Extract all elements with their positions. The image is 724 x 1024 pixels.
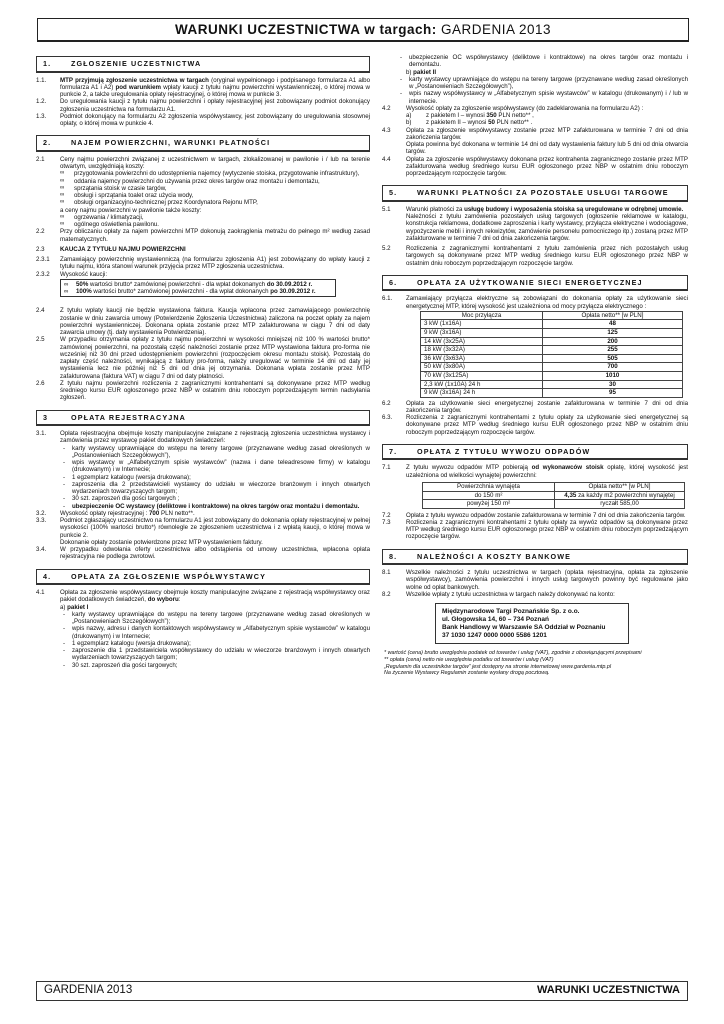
section-8-header: 8. NALEŻNOŚCI A KOSZTY BANKOWE <box>382 549 688 566</box>
paragraph-3-3: 3.3. Podmiot zgłaszający uczestnictwo na formularzu A1 jest zobowiązany do dokonania opłaty rejestracyjnej w pełnej wysokości (100% wartości brutto*) równolegle ze zgłoszeniem uczestnictwa i z wpłatą kaucji, o której mowa w punkcie 2. Dokonanie opłaty zostanie potwierdzone przez MTP wystawieniem faktury. <box>36 517 370 546</box>
footer-left: GARDENIA 2013 <box>44 984 133 997</box>
list-item: - wpis nazwy, adresu i danych kontaktowych współwystawcy w „Alfabetycznym spisie wystawców” w katalogu (drukowanym) i w Internecie; <box>63 625 370 640</box>
footnotes: * wartość (cena) brutto uwzględnia podatek od towarów i usług (VAT), zgodnie z obowiązującymi przepisami ** opłata (cena) netto nie uwzględnia podatku od towarów i usług (VAT) „Regulamin dla uczestników targów” jest dostępny na stronie internetowej www.gardenia.mtp.pl Na życzenie Wystawcy Regulamin zostanie wysłany drogą pocztową. <box>384 650 642 677</box>
table-row: 3 kW (1x16A) 48 <box>421 320 683 329</box>
paragraph-7-3: 7.3 Rozliczenia z zagranicznymi kontrahentami z tytułu opłaty za wywóz odpadów są dokonywane przez MTP według średniego kursu EUR ogłoszonego przez NBP w ostatnim dniu roboczym poprzedzającym rozpoczęcie targów. <box>382 518 688 541</box>
table-header: Opłata netto** [w PLN] <box>543 311 683 320</box>
section-3-header: 3 OPŁATA REJESTRACYJNA <box>36 410 370 427</box>
paragraph-1-1: 1.1. MTP przyjmują zgłoszenie uczestnictwa w targach (oryginał wypełnionego i podpisanego formularza A1 albo formularza A1 i A2) pod warunkiem wpłaty kaucji z tytułu najmu powierzchni wystawienniczej, o której mowa w punkcie 2, a także uregulowania opłaty rejestracyjnej, o której mowa w punkcie 3. <box>36 76 370 98</box>
list-item: - 30 szt. zaproszeń dla gości targowych ; <box>63 495 180 503</box>
paragraph-1-3: 1.3. Podmiot dokonujący na formularzu A2 zgłoszenia współwystawcy, jest zobowiązany do uregulowania stosownej opłaty, o której mowa w punkcie 4. <box>36 112 370 127</box>
table-header: Opłata netto** [w PLN] <box>555 482 685 491</box>
footer-right: WARUNKI UCZESTNICTWA <box>537 984 680 997</box>
paragraph-2-6: 2.6 Z tytułu najmu powierzchni rozliczenia z zagranicznymi kontrahentami są dokonywane przez MTP według średniego kursu EUR ogłoszonego przez NBP w ostatnim dniu roboczym poprzedzającym termin nadsyłania zgłoszeń. <box>36 379 370 402</box>
package-2-label: b) pakiet II <box>406 68 437 76</box>
paragraph-4-3: 4.3 Opłata za zgłoszenie współwystawcy zostanie przez MTP zafakturowana w terminie 7 dni od dnia zakończenia targów. Opłata powinna być dokonana w terminie 14 dni od daty wystawienia faktury lub 5 dni od dnia otwarcia targów. <box>382 126 688 156</box>
table-header: Moc przyłącza <box>421 311 543 320</box>
page-title: WARUNKI UCZESTNICTWA w targach: GARDENIA 2013 <box>37 18 689 42</box>
section-4-header: 4. OPŁATA ZA ZGŁOSZENIE WSPÓŁWYSTAWCY <box>36 569 370 586</box>
paragraph-2-3: 2.3 KAUCJA Z TYTUŁU NAJMU POWIERZCHNI <box>36 245 186 253</box>
table-row: 9 kW (3x16A) 24 h 95 <box>421 389 683 398</box>
paragraph-4-4: 4.4 Opłata za zgłoszenie współwystawcy dokonana przez kontrahenta zagranicznego zostanie przez MTP zafakturowana według średniego kursu EUR ogłoszonego przez NBP w ostatnim dniu roboczym poprzedzającym rozpoczęcie targów. <box>382 155 688 177</box>
left-column <box>36 54 370 669</box>
list-item: - 30 szt. zaproszeń dla gości targowych; <box>63 661 178 669</box>
list-item: ∞ sprzątania stoisk w czasie targów, <box>60 184 167 192</box>
paragraph-8-1: 8.1 Wszelkie należności z tytułu uczestnictwa w targach (opłata rejestracyjna, opłata za zgłoszenie współwystawcy), zamówienia powierzchni i innych usług targowych powinny być regulowane jako wolne od opłat bankowych. <box>382 569 688 591</box>
paragraph-4-2: 4.2 Wysokość opłaty za zgłoszenie współwystawcy (do zadeklarowania na formularzu A2) : <box>382 104 644 112</box>
table-row: 14 kW (3x25A) 200 <box>421 337 683 346</box>
list-item: - ubezpieczenie OC współwystawcy (deliktowe i kontraktowe) na okres targów oraz montażu i demontażu. <box>400 54 688 69</box>
paragraph-1-2: 1.2. Do uregulowania kaucji z tytułu najmu powierzchni i opłaty rejestracyjnej jest zobowiązany podmiot dokonujący zgłoszenia uczestnictwa na formularzu A1. <box>36 98 370 113</box>
rate-a: a) z pakietem I – wynosi 350 PLN netto** , <box>406 112 534 119</box>
table-row: 9 kW (3x16A) 125 <box>421 328 683 337</box>
paragraph-8-2: 8.2 Wszelkie wpłaty z tytułu uczestnictwa w targach należy dokonywać na konto: <box>382 590 615 598</box>
paragraph-2-4: 2.4 Z tytułu wpłaty kaucji nie będzie wystawiona faktura. Kaucja wpłacona przez zamawiającego powierzchnię zostanie w dniu zawarcia umowy (Potwierdzenie Zgłoszenia Uczestnictwa) zaliczona na poczet opłaty za najem powierzchni wystawienniczej. Dokonana opłata zostanie przez MTP zafakturowana w ciągu 7 dni od daty zawarcia umowy (tj. daty wystawienia Potwierdzenia). <box>36 307 370 336</box>
section-1-header: 1. ZGŁOSZENIE UCZESTNICTWA <box>36 56 370 73</box>
paragraph-7-2: 7.2 Opłata z tytułu wywozu odpadów zostanie zafakturowana w terminie 7 dni od dnia zakończenia targów. <box>382 511 686 519</box>
paragraph-3-4: 3.4. W przypadku odwołania oferty uczestnictwa albo odstąpienia od umowy uczestnictwa, wpłacona opłata rejestracyjna nie podlega zwrotowi. <box>36 546 370 561</box>
table-row: 50 kW (3x80A) 700 <box>421 363 683 372</box>
list-item: ∞ przygotowania powierzchni do udostępnienia najemcy (wytyczenie stoiska, przygotowanie infrastruktury), <box>60 170 360 178</box>
paragraph-5-2: 5.2 Rozliczenia z zagranicznymi kontrahentami z tytułu zamówienia przez nich pozostałych usług targowych są dokonywane przez MTP według średniego kursu EUR ogłoszonego przez NBP w ostatnim dniu roboczym poprzedzającym rozpoczęcie targów. <box>382 245 688 267</box>
paragraph-6-2: 6.2 Opłata za użytkowanie sieci energetycznej zostanie zafakturowana w terminie 7 dni od dnia zakończenia targów. <box>382 399 688 414</box>
deposit-box: ∞ 50% wartości brutto* zamówionej powierzchni - dla wpłat dokonanych do 30.09.2012 r. ∞ 100% wartości brutto* zamówionej powierzchni - dla wpłat dokonanych po 30.09.2012 r. <box>60 279 336 298</box>
paragraph-3-1: 3.1. Opłata rejestracyjna obejmuje koszty manipulacyjne związane z rejestracją zgłoszenia uczestnictwa wystawcy i zamówienia przez wystawcę pakiet dodatkowych świadczeń: <box>36 430 370 445</box>
list-item: ∞ obsługi organizacyjno-technicznej przez Koordynatora Rejonu MTP, <box>60 199 258 207</box>
list-item: - karty wystawcy uprawniające do wstępu na tereny targowe (przyznawane według zasad określonych w „Postanowieniach Szczegółowych”), <box>63 444 370 459</box>
list-item: ∞ obsługi i sprzątania toalet oraz użycia wody, <box>60 192 194 199</box>
table-row: 2,3 kW (1x10A) 24 h 30 <box>421 380 683 389</box>
paragraph-4-1: 4.1 Opłata za zgłoszenie współwystawcy obejmuje koszty manipulacyjne związane z rejestracją współwystawcy oraz pakiet dodatkowych świadczeń, do wyboru: <box>36 589 370 604</box>
section-2-header: 2. NAJEM POWIERZCHNI, WARUNKI PŁATNOŚCI <box>36 135 370 152</box>
table-row: 18 kW (3x32A) 255 <box>421 346 683 355</box>
package-1-label: a) pakiet I <box>60 603 89 611</box>
page-footer <box>36 981 688 1001</box>
paragraph-6-3: 6.3. Rozliczenia z zagranicznymi kontrahentami z tytułu opłaty za użytkowanie sieci energetycznej są dokonywane przez MTP według średniego kursu EUR ogłoszonego przez NBP w ostatnim dniu roboczym poprzedzającym rozpoczęcie targów. <box>382 414 688 436</box>
bank-account-box: Międzynarodowe Targi Poznańskie Sp. z o.o. ul. Głogowska 14, 60 – 734 Poznań Bank Handlowy w Warszawie SA Oddział w Poznaniu 37 1030 1247 0000 0000 5586 1201 <box>435 603 629 644</box>
paragraph-6-1: 6.1. Zamawiający przyłącza elektryczne są zobowiązani do dokonania opłaty za użytkowanie sieci energetycznej MTP, której wysokość jest uzależniona od mocy przyłącza elektrycznego : <box>382 295 688 310</box>
list-item: - wpis nazwy współwystawcy w „Alfabetycznym spisie wystawców” w katalogu (drukowanym) i / lub w internecie. <box>400 90 688 105</box>
paragraph-5-1: 5.1 Warunki płatności za usługę budowy i wyposażenia stoiska są uregulowane w odrębnej umowie. Należności z tytułu zamówienia pozostałych usług targowych (ogłoszenie reklamowe w katalogu, konstrukcja reklamowa, dodatkowe zaproszenia i karty wystawcy, przyłącza elektryczne i wodociągowe, wypożyczenie mebli i innych rekwizytów, zamówienie personelu pomocniczego itp.) zostaną przez MTP zafakturowane w terminie 7 dni od dnia zakończenia targów. <box>382 205 688 242</box>
costs-intro: a ceny najmu powierzchni w pawilonie także koszty: <box>60 206 202 214</box>
list-item: - zaproszenie dla 1 przedstawiciela współwystawcy do udziału w wieczorze branżowym i innych otwartych wydarzeniach towarzyszących targom; <box>63 647 370 662</box>
waste-fee-table <box>422 482 685 509</box>
table-header: Powierzchnia wynajęta <box>423 482 555 491</box>
table-row: 70 kW (3x125A) 1010 <box>421 371 683 380</box>
paragraph-2-5: 2.5 W przypadku otrzymania opłaty z tytułu najmu powierzchni w wysokości mniejszej niż 100 % wartości brutto* zamówionej powierzchni, na pozostałą część należności zostanie przez MTP wystawiona faktura pro-forma nie wcześniej niż 30 dni przed udostępnieniem powierzchni (rozpoczęciem okresu montażu stoisk). Pozostałą do zapłaty część należności, wynikającą z faktury pro-forma, należy uregulować w terminie 14 dni od daty jej wystawienia lecz nie później niż 5 dni od dnia jej otrzymania. Dokonana wpłata zostanie przez MTP zafakturowana (faktura VAT) w ciągu 7 dni od daty płatności. <box>36 336 370 380</box>
list-item: ∞ ogrzewania / klimatyzacji, <box>60 213 144 221</box>
list-item: - zaproszenia dla 2 przedstawicieli wystawcy do udziału w wieczorze branżowym i innych otwartych wydarzeniach towarzyszących targom; <box>63 480 370 495</box>
rate-b: b) z pakietem II – wynosi 50 PLN netto** . <box>406 119 533 127</box>
list-item: - 1 egzemplarz katalogu (wersja drukowana); <box>63 639 191 647</box>
paragraph-3-2: 3.2. Wysokość opłaty rejestracyjnej : 700 PLN netto**. <box>36 509 195 517</box>
list-item: - karty wystawcy uprawniające do wstępu na tereny targowe (przyznawane według zasad określonych w „Postanowieniach Szczegółowych”), <box>400 75 688 90</box>
list-item: ∞ oddania najemcy powierzchni do używania przez okres targów oraz montażu i demontażu, <box>60 177 320 185</box>
paragraph-2-3-1: 2.3.1 Zamawiający powierzchnię wystawienniczą (na formularzu zgłoszenia A1) jest zobowiązany do wpłaty kaucji z tytułu najmu, która stanowi warunek przyjęcia przez MTP zgłoszenia uczestnictwa. <box>36 256 370 271</box>
paragraph-7-1: 7.1 Z tytułu wywozu odpadów MTP pobierają od wykonawców stoisk opłatę, której wysokość jest uzależniona od wielkości wynajętej powierzchni: <box>382 464 688 479</box>
list-item: - karty wystawcy uprawniające do wstępu na tereny targowe (przyznawane według zasad określonych w „Postanowieniach Szczegółowych”); <box>63 610 370 625</box>
paragraph-2-1: 2.1 Ceny najmu powierzchni związanej z uczestnictwem w targach, zlokalizowanej w pawilonie i / lub na terenie otwartym, uwzględniają koszty: <box>36 155 370 170</box>
list-item: - 1 egzemplarz katalogu (wersja drukowana); <box>63 473 191 481</box>
table-row: do 150 m² 4,35 za każdy m2 powierzchni wynajętej <box>423 491 685 500</box>
right-column <box>382 54 688 677</box>
paragraph-2-2: 2.2 Przy obliczaniu opłaty za najem powierzchni MTP dokonują zaokrąglenia metrażu do pełnego m² według zasad matematycznych. <box>36 228 370 243</box>
section-5-header: 5. WARUNKI PŁATNOŚCI ZA POZOSTAŁE USŁUGI TARGOWE <box>382 185 688 202</box>
list-item: ∞ ogólnego oświetlenia pawilonu. <box>60 221 160 228</box>
paragraph-2-3-2: 2.3.2 Wysokość kaucji: <box>36 270 108 278</box>
section-6-header: 6. OPŁATA ZA UŻYTKOWANIE SIECI ENERGETYCZNEJ <box>382 275 688 292</box>
list-item: - wpis wystawcy w „Alfabetycznym spisie wystawców” (nazwa i dane teleadresowe firmy) w katalogu (drukowanym) i w Internecie; <box>63 459 370 474</box>
power-fee-table <box>420 311 683 398</box>
list-item: - ubezpieczenie OC wystawcy (deliktowe i kontraktowe) na okres targów oraz montażu i demontażu. <box>63 502 360 510</box>
table-row: powyżej 150 m² ryczałt 585,00 <box>423 500 685 509</box>
table-row: 36 kW (3x63A) 505 <box>421 354 683 363</box>
section-7-header: 7. OPŁATA Z TYTUŁU WYWOZU ODPADÓW <box>382 444 688 461</box>
